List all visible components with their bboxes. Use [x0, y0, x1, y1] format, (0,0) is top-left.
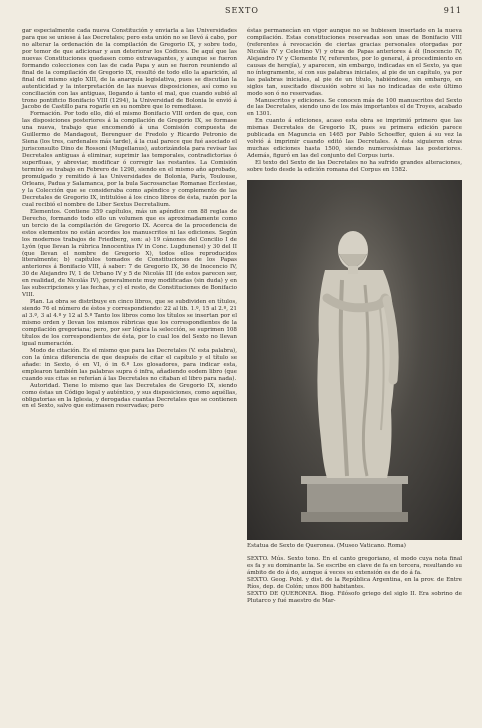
pedestal — [307, 480, 402, 514]
paragraph: Formación. Por todo ello, dió el mismo Bonifacio VIII orden de que, con las disposiciones posteriores á la compilación de Gregorio IX, se formase una nueva, trabajo que encomendó á una Comisión compuesta de Guillermo de Mandagout, Berenguer de Fredolo y Ricardo Petronio de Siena (los tres, cardenales más tarde), á la cual parece que fué asociado el jurisconsulto Dino de Rossoni (Mugellanus), autorizándola para revisar las Decretales antiguas á eliminar, suprimir las temporales, contradictorias ó superfluas, y abreviar, modificar ó corregir las restantes. La Comisión terminó su trabajo en Febrero de 1298, siendo en el mismo año aprobado, promulgado y remitido á las Universidades de Bolonia, París, Toulouse, Orleans, Padua y Salamanca, por la bula Sacrosanctae Romanae Ecclesiae, y la Colección que se consideraba como apéndice y complemento de las Decretales de Gregorio IX, intitulóse á los cinco libros de ésta, razón por la cual recibió el nombre de Liber Sextus Decretalium. — [22, 111, 237, 208]
paragraph: gar especialmente cada nueva Constitución y enviarla a las Universidades para que se uniese á las Decretales; pero esta unión no se llevó á cabo, por no alterar la ordenación de la compilación de Gregorio IX, y sobre todo, por temor de que adicionar y aun deteriorar los Códices. De aquí que las nuevas Constituciones quedasen como extravagantes, y aunque se fueron formando colecciones con las de cada Papa y aun se fueron reuniendo al final de la compilación de Gregorio IX, resultó de todo ello la aparición, al final del mismo siglo XIII, de la anarquía legislativa, pues se discutían la autenticidad y la interpretación de las nuevas disposiciones, así como su conciliación con las antiguas, llegando á tanto el mal, que cuando subió al trono pontificio Bonifacio VIII (1294), la Universidad de Bolonia le envió á Jacobo de Castillo para rogarle en su nombre que lo remediase. — [22, 28, 237, 111]
statue-beard — [339, 254, 367, 267]
paragraph: Elementos. Contiene 359 capítulos, más un apéndice con 88 reglas de Derecho, formando todo ello un volumen que es aproximadamente como un tercio de la compilación de Gregorio IX. Acerca de la procedencia de estos elementos no están acordes los manuscritos ni las ediciones. Según los modernos trabajos de Friedberg, son: a) 19 cánones del Concilio I de Lyón (que llevan la rúbrica Innocentius IV in Conc. Lugdunensi) y 30 del II (que llevan el nombre de Gregorio X), todos ellos reproducidos literalmente; b) capítulos tomados de Constituciones de los Papas anteriores á Bonifacio VIII, á saber: 7 de Gregorio IX, 36 de Inocencio IV, 30 de Alejandro IV, 1 de Urbano IV y 5 de Nicolás III (de estos parecen ser, en realidad, de Nicolás IV), generalmente muy modificadas (sin duda) y en las subscripciones y las fechas, y c) el resto, de Constituciones de Bonifacio VIII. — [22, 208, 238, 299]
paragraph: En cuanto á ediciones, acaso esta obra se imprimió primero que las mismas Decretales de Gregorio IX, pues su primera edición parece publicada en Maguncia en 1465 por Pablo Schoeffer, quien á su vez la volvió á imprimir cuando editó las Decretales. A ésta siguieron otras muchas ediciones hasta 1500, siendo numerosísimas las posteriores. Además, figuró en las del conjunto del Corpus iuris. — [247, 118, 462, 160]
paragraph: Autoridad. Tiene lo mismo que las Decretales de Gregorio IX, siendo como éstas un Código legal y auténtico, y sus disposiciones, como aquéllas, obligatorias en la Iglesia, y derogadas cuantas Decretales que se contienen en el Sexto, salvo que estimasen reservadas; pero — [22, 382, 237, 410]
paragraph: Modo de citación. Es el mismo que para las Decretales (V. esta palabra), con la única diferencia de que después de citar el capítulo y el título se añade: in Sexto, ó en VI, ó in 6.º Los glosadores, para indicar esta, emplearon también las palabras supra ó infra, añadiendo eodem libro (que cuando sus citas se referían á las Decretales no citaban el libro para nada). — [22, 347, 237, 382]
paragraph: éstas permanecían en vigor aunque no se hubiesen insertado en la nueva compilación. Estas constituciones reservadas son unas de Bonifacio VIII (referentes á revocación de ciertas gracias personales otorgadas por Nicolás IV y Celestino V) y otras de Papas anteriores á él (Inocencio IV, Alejandro IV y Clemente IV, referentes, por lo general, á procedimiento en causas de herejía), y aparecen, sin embargo, indicadas en el Sexto, ya que no íntegramente, sí con sus palabras iniciales, al pie de un capítulo, ya por las palabras iniciales, al pie de un título, habiéndose, sin embargo, en siglos tan, suscitado discusión sobre si las no indicadas de este último modo son ó no reservadas. — [247, 28, 462, 97]
statue-illustration — [247, 180, 462, 540]
dictionary-entry: SEXTO DE QUERONEA. Biog. Filósofo griego del siglo II. Era sobrino de Plutarco y fué maestro de Mar- — [247, 590, 462, 604]
pedestal-base — [301, 512, 408, 522]
text-columns — [22, 28, 462, 605]
statue-neck — [348, 266, 358, 274]
running-head — [22, 6, 462, 20]
paragraph: Manuscritos y ediciones. Se conocen más de 100 manuscritos del Sexto de las Decretales, siendo uno de los más importantes el de Troyes, acabado en 1301. — [247, 97, 462, 118]
dictionary-entry: SEXTO. Geog. Pobl. y dist. de la República Argentina, en la prov. de Entre Ríos, dep. de Colón; unos 800 habitantes. — [247, 576, 462, 590]
paragraph: El texto del Sexto de las Decretales no ha sufrido grandes alteraciones, sobre todo desde la edición romana del Corpus en 1582. — [247, 160, 462, 174]
page-number: 911 — [443, 6, 462, 15]
statue-photograph — [247, 180, 462, 540]
right-column — [247, 28, 462, 605]
left-column — [22, 28, 237, 605]
dictionary-entry: SEXTO. Mús. Sexto tono. En el canto gregoriano, el modo cuya nota final es fa y su dominante la. Se escribe en clave de fa en tercera, resultando su ámbito de do á do, aunque á veces su extensión es de do á fa. — [247, 556, 462, 576]
paragraph: Plan. La obra se distribuye en cinco libros, que se subdividen en títulos, siendo 76 el número de éstos y correspondiendo: 22 al lib. 1.º, 15 al 2.º, 21 al 3.º, 3 al 4.º y 12 al 5.º Tanto los libros como los títulos se insertan por el mismo orden y llevan los mismos rúbricas que los correspondientes de la compilación gregoriana; pero, por ser lógica la selección, se suprimen 108 títulos de los correspondientes de ésta, por lo cual los del Sexto no llevan igual numeración. — [22, 299, 237, 347]
figure-caption: Estatua de Sexto de Queronea. (Museo Vaticano. Roma) — [247, 543, 406, 550]
running-title: SEXTO — [225, 6, 259, 15]
